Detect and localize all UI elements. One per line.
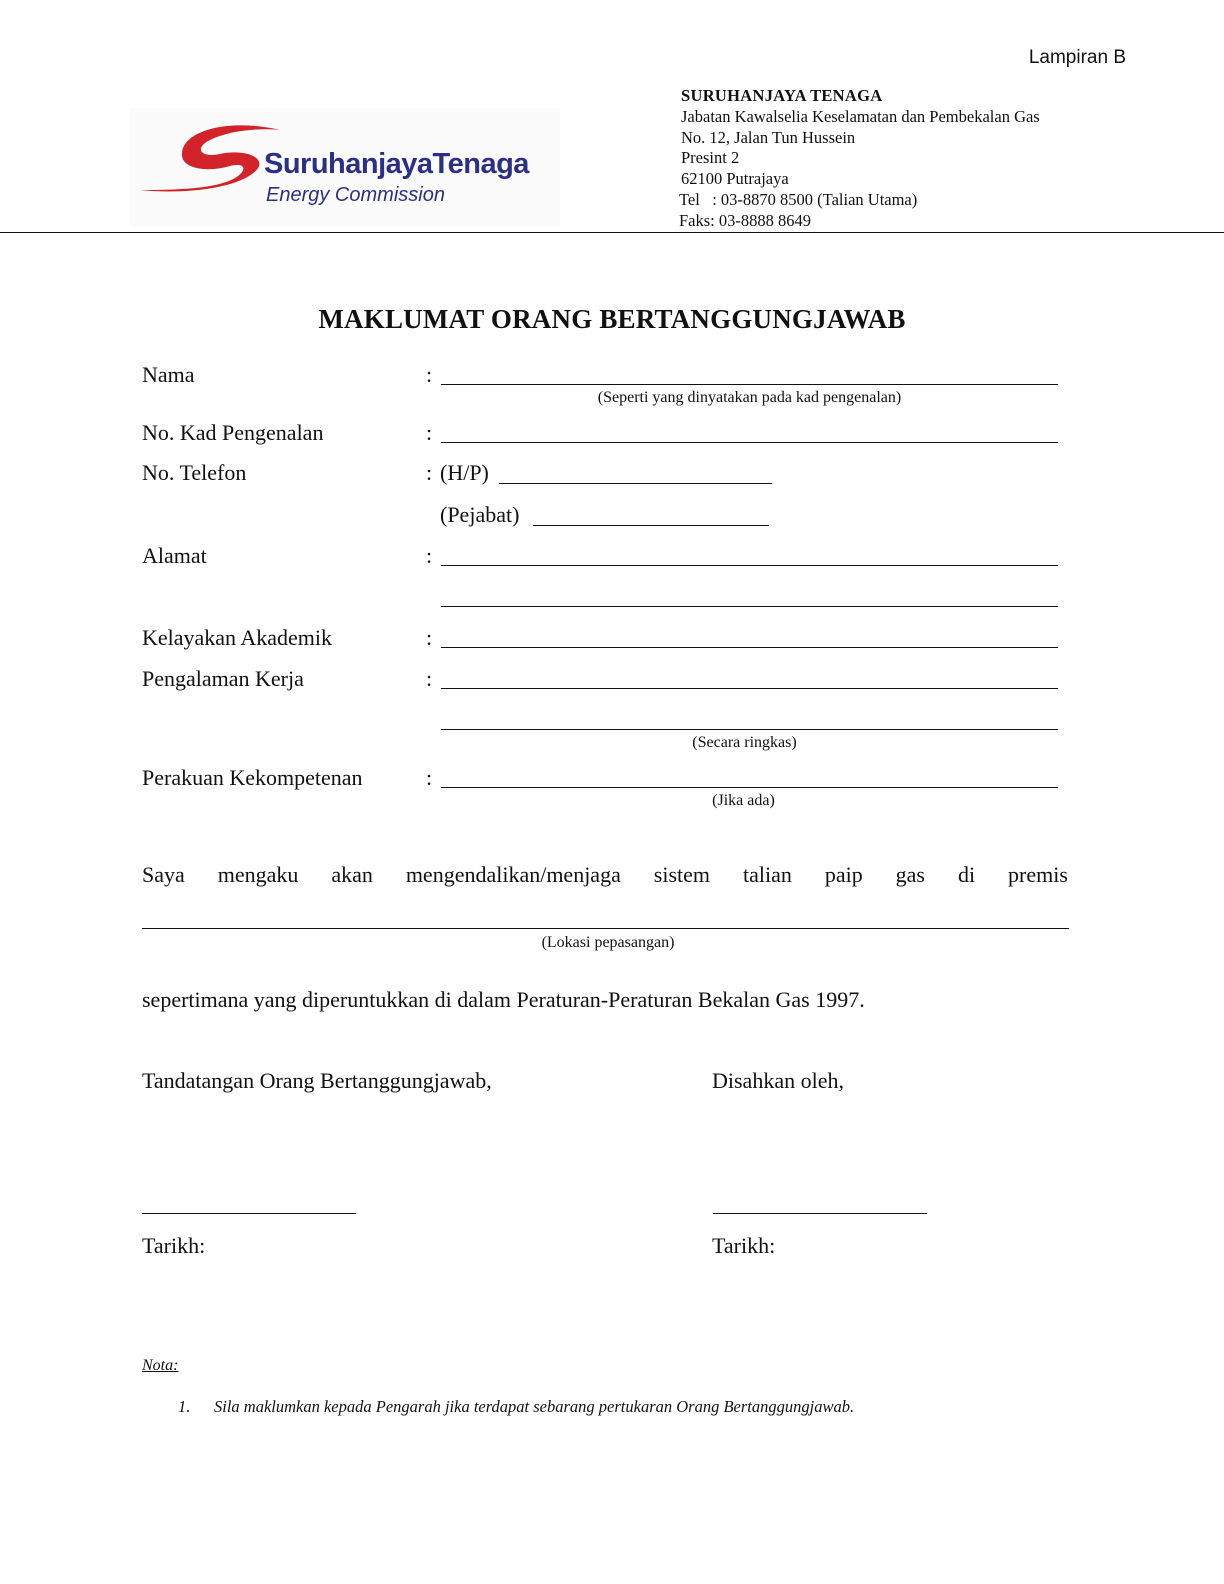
colon: : [426,460,433,485]
pejabat-field[interactable] [533,525,769,526]
address-line: Presint 2 [681,148,740,168]
colon: : [426,362,433,387]
declaration-word: gas [895,862,925,887]
declaration-word: di [957,862,976,887]
location-hint: (Lokasi pepasangan) [541,934,675,951]
perakuan-field[interactable] [441,787,1058,788]
declaration-word: premis [1008,862,1068,887]
notes-heading: Nota: [142,1357,179,1374]
logo-subtitle: Energy Commission [266,184,445,206]
signature-right-field[interactable] [713,1213,927,1214]
colon: : [426,666,433,691]
telefon-label: No. Telefon [142,460,247,485]
address-org: SURUHANJAYA TENAGA [681,86,883,105]
note-number: 1. [178,1397,191,1416]
date-right-label: Tarikh: [712,1233,776,1258]
pengalaman-field-2[interactable] [441,729,1058,730]
declaration-word: paip [824,862,863,887]
declaration-sentence [142,862,1068,888]
location-field[interactable] [142,928,1069,929]
declaration-word: Saya [142,862,185,887]
colon: : [426,420,433,445]
note-item [178,1397,854,1417]
address-line: No. 12, Jalan Tun Hussein [681,127,856,147]
perakuan-hint: (Jika ada) [712,792,775,809]
pejabat-label: (Pejabat) [440,502,520,527]
kad-field[interactable] [441,442,1058,443]
address-line: Faks: 03-8888 8649 [679,210,811,230]
declaration-word: mengaku [217,862,299,887]
hp-field[interactable] [499,483,772,484]
signature-right-label: Disahkan oleh, [712,1068,844,1093]
pengalaman-label: Pengalaman Kerja [142,666,304,691]
pengalaman-field[interactable] [441,688,1058,689]
address-line: Tel : 03-8870 8500 (Talian Utama) [679,189,918,209]
signature-left-field[interactable] [142,1213,356,1214]
signature-left-label: Tandatangan Orang Bertanggungjawab, [142,1068,492,1093]
address-block [681,86,1040,232]
perakuan-label: Perakuan Kekompetenan [142,765,363,790]
header-divider [0,232,1224,233]
colon: : [426,543,433,568]
page-title: MAKLUMAT ORANG BERTANGGUNGJAWAB [318,304,906,334]
declaration-continuation: sepertimana yang diperuntukkan di dalam Peraturan-Peraturan Bekalan Gas 1997. [142,987,865,1012]
nama-label: Nama [142,362,195,387]
declaration-word: akan [331,862,373,887]
nama-field[interactable] [441,384,1058,385]
colon: : [426,765,433,790]
energy-commission-logo [130,108,560,226]
appendix-label: Lampiran B [1028,47,1126,68]
hp-label: (H/P) [440,460,489,485]
logo-wordmark: SuruhanjayaTenaga [264,148,529,180]
address-line: Jabatan Kawalselia Keselamatan dan Pembekalan Gas [681,106,1040,126]
address-line: 62100 Putrajaya [681,169,789,189]
akademik-field[interactable] [441,647,1058,648]
nama-hint: (Seperti yang dinyatakan pada kad pengenalan) [597,389,902,406]
kad-label: No. Kad Pengenalan [142,420,324,445]
akademik-label: Kelayakan Akademik [142,625,332,650]
declaration-word: sistem [653,862,711,887]
declaration-word: talian [742,862,792,887]
colon: : [426,625,433,650]
pengalaman-hint: (Secara ringkas) [692,734,797,751]
note-text: Sila maklumkan kepada Pengarah jika terdapat sebarang pertukaran Orang Bertanggungjawab. [214,1397,855,1416]
declaration-word: mengendalikan/menjaga [405,862,621,887]
alamat-label: Alamat [142,543,207,568]
alamat-field-2[interactable] [441,606,1058,607]
date-left-label: Tarikh: [142,1233,206,1258]
alamat-field[interactable] [441,565,1058,566]
